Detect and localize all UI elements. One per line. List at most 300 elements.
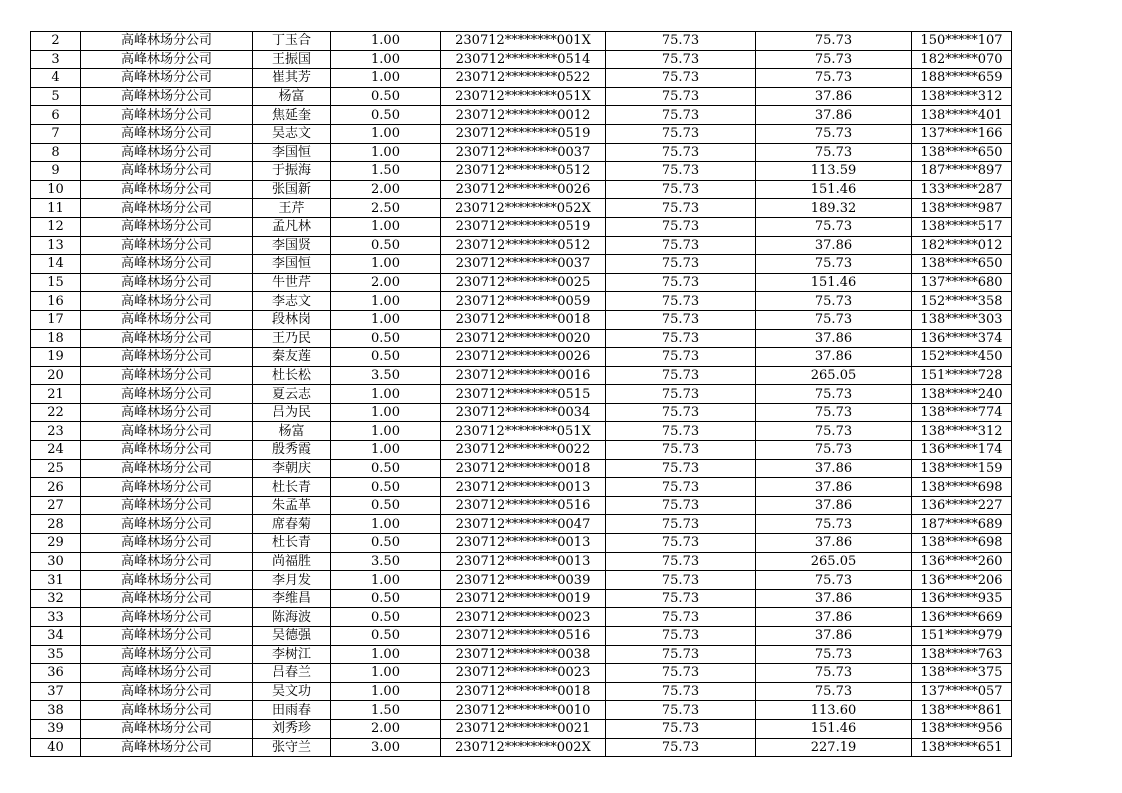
cell-amount: 151.46 <box>756 719 912 738</box>
cell-area: 1.00 <box>331 143 441 162</box>
cell-amount: 75.73 <box>756 32 912 51</box>
cell-phone: 136*****260 <box>912 552 1012 571</box>
table-row <box>31 627 1012 646</box>
cell-rate: 75.73 <box>606 162 756 181</box>
cell-id-number: 230712********0023 <box>441 608 606 627</box>
cell-rate: 75.73 <box>606 273 756 292</box>
cell-rate: 75.73 <box>606 552 756 571</box>
table-row <box>31 124 1012 143</box>
cell-amount: 37.86 <box>756 496 912 515</box>
cell-index: 3 <box>31 50 81 69</box>
cell-company: 高峰林场分公司 <box>81 496 253 515</box>
cell-company: 高峰林场分公司 <box>81 534 253 553</box>
cell-company: 高峰林场分公司 <box>81 441 253 460</box>
cell-name: 杨富 <box>253 87 331 106</box>
cell-area: 1.50 <box>331 701 441 720</box>
cell-id-number: 230712********0034 <box>441 403 606 422</box>
cell-id-number: 230712********0020 <box>441 329 606 348</box>
table-row <box>31 682 1012 701</box>
cell-company: 高峰林场分公司 <box>81 292 253 311</box>
cell-amount: 37.86 <box>756 106 912 125</box>
cell-id-number: 230712********0037 <box>441 255 606 274</box>
cell-id-number: 230712********051X <box>441 422 606 441</box>
cell-company: 高峰林场分公司 <box>81 143 253 162</box>
cell-id-number: 230712********0522 <box>441 69 606 88</box>
cell-index: 2 <box>31 32 81 51</box>
cell-name: 牛世芹 <box>253 273 331 292</box>
cell-area: 1.00 <box>331 385 441 404</box>
cell-area: 1.00 <box>331 292 441 311</box>
cell-name: 殷秀霞 <box>253 441 331 460</box>
cell-company: 高峰林场分公司 <box>81 236 253 255</box>
cell-amount: 151.46 <box>756 180 912 199</box>
cell-index: 23 <box>31 422 81 441</box>
cell-company: 高峰林场分公司 <box>81 422 253 441</box>
cell-company: 高峰林场分公司 <box>81 124 253 143</box>
table-row <box>31 87 1012 106</box>
cell-id-number: 230712********0039 <box>441 571 606 590</box>
table-row <box>31 571 1012 590</box>
cell-amount: 37.86 <box>756 608 912 627</box>
cell-company: 高峰林场分公司 <box>81 348 253 367</box>
cell-phone: 182*****070 <box>912 50 1012 69</box>
cell-amount: 37.86 <box>756 534 912 553</box>
cell-index: 35 <box>31 645 81 664</box>
table-row <box>31 459 1012 478</box>
cell-rate: 75.73 <box>606 534 756 553</box>
cell-phone: 138*****774 <box>912 403 1012 422</box>
cell-rate: 75.73 <box>606 589 756 608</box>
cell-rate: 75.73 <box>606 217 756 236</box>
cell-phone: 133*****287 <box>912 180 1012 199</box>
cell-area: 1.00 <box>331 32 441 51</box>
cell-id-number: 230712********0016 <box>441 366 606 385</box>
cell-id-number: 230712********0038 <box>441 645 606 664</box>
cell-phone: 187*****689 <box>912 515 1012 534</box>
cell-company: 高峰林场分公司 <box>81 50 253 69</box>
cell-name: 刘秀珍 <box>253 719 331 738</box>
cell-rate: 75.73 <box>606 385 756 404</box>
cell-rate: 75.73 <box>606 738 756 757</box>
cell-index: 20 <box>31 366 81 385</box>
cell-index: 14 <box>31 255 81 274</box>
cell-phone: 138*****650 <box>912 143 1012 162</box>
cell-phone: 137*****680 <box>912 273 1012 292</box>
cell-amount: 151.46 <box>756 273 912 292</box>
table-row <box>31 255 1012 274</box>
cell-rate: 75.73 <box>606 180 756 199</box>
table-row <box>31 441 1012 460</box>
cell-company: 高峰林场分公司 <box>81 180 253 199</box>
cell-index: 12 <box>31 217 81 236</box>
cell-company: 高峰林场分公司 <box>81 664 253 683</box>
cell-id-number: 230712********0025 <box>441 273 606 292</box>
cell-area: 1.00 <box>331 124 441 143</box>
cell-phone: 138*****312 <box>912 422 1012 441</box>
cell-company: 高峰林场分公司 <box>81 366 253 385</box>
cell-phone: 138*****987 <box>912 199 1012 218</box>
cell-id-number: 230712********0013 <box>441 478 606 497</box>
cell-index: 40 <box>31 738 81 757</box>
cell-amount: 37.86 <box>756 348 912 367</box>
cell-rate: 75.73 <box>606 515 756 534</box>
cell-rate: 75.73 <box>606 701 756 720</box>
cell-index: 29 <box>31 534 81 553</box>
cell-index: 38 <box>31 701 81 720</box>
data-table <box>30 31 1012 757</box>
cell-phone: 136*****935 <box>912 589 1012 608</box>
cell-amount: 75.73 <box>756 664 912 683</box>
cell-company: 高峰林场分公司 <box>81 385 253 404</box>
cell-company: 高峰林场分公司 <box>81 738 253 757</box>
table-row <box>31 478 1012 497</box>
cell-id-number: 230712********0516 <box>441 627 606 646</box>
cell-area: 1.00 <box>331 403 441 422</box>
cell-name: 吴德强 <box>253 627 331 646</box>
cell-name: 李维昌 <box>253 589 331 608</box>
table-row <box>31 385 1012 404</box>
cell-company: 高峰林场分公司 <box>81 255 253 274</box>
cell-index: 21 <box>31 385 81 404</box>
cell-area: 1.00 <box>331 441 441 460</box>
cell-rate: 75.73 <box>606 69 756 88</box>
cell-name: 陈海波 <box>253 608 331 627</box>
cell-area: 1.00 <box>331 310 441 329</box>
cell-amount: 75.73 <box>756 385 912 404</box>
cell-phone: 138*****763 <box>912 645 1012 664</box>
cell-rate: 75.73 <box>606 32 756 51</box>
cell-amount: 113.59 <box>756 162 912 181</box>
cell-name: 王芹 <box>253 199 331 218</box>
cell-amount: 75.73 <box>756 403 912 422</box>
cell-phone: 151*****728 <box>912 366 1012 385</box>
cell-name: 吕春兰 <box>253 664 331 683</box>
table-row <box>31 273 1012 292</box>
cell-company: 高峰林场分公司 <box>81 459 253 478</box>
cell-amount: 37.86 <box>756 627 912 646</box>
cell-name: 吴文功 <box>253 682 331 701</box>
table-row <box>31 515 1012 534</box>
cell-phone: 136*****206 <box>912 571 1012 590</box>
cell-amount: 75.73 <box>756 682 912 701</box>
cell-company: 高峰林场分公司 <box>81 589 253 608</box>
cell-rate: 75.73 <box>606 143 756 162</box>
cell-rate: 75.73 <box>606 403 756 422</box>
cell-rate: 75.73 <box>606 329 756 348</box>
cell-name: 杨富 <box>253 422 331 441</box>
cell-index: 22 <box>31 403 81 422</box>
cell-id-number: 230712********0514 <box>441 50 606 69</box>
cell-phone: 138*****517 <box>912 217 1012 236</box>
cell-phone: 150*****107 <box>912 32 1012 51</box>
cell-phone: 138*****401 <box>912 106 1012 125</box>
cell-amount: 265.05 <box>756 366 912 385</box>
table-row <box>31 50 1012 69</box>
cell-rate: 75.73 <box>606 441 756 460</box>
cell-id-number: 230712********0018 <box>441 459 606 478</box>
cell-index: 25 <box>31 459 81 478</box>
cell-id-number: 230712********0519 <box>441 217 606 236</box>
table-row <box>31 403 1012 422</box>
cell-area: 1.00 <box>331 422 441 441</box>
cell-index: 24 <box>31 441 81 460</box>
table-row <box>31 366 1012 385</box>
cell-name: 丁玉合 <box>253 32 331 51</box>
cell-area: 1.00 <box>331 50 441 69</box>
cell-area: 1.00 <box>331 682 441 701</box>
cell-amount: 189.32 <box>756 199 912 218</box>
cell-amount: 75.73 <box>756 69 912 88</box>
cell-id-number: 230712********002X <box>441 738 606 757</box>
cell-amount: 113.60 <box>756 701 912 720</box>
cell-rate: 75.73 <box>606 106 756 125</box>
cell-id-number: 230712********0018 <box>441 310 606 329</box>
cell-phone: 136*****227 <box>912 496 1012 515</box>
cell-area: 0.50 <box>331 589 441 608</box>
cell-index: 17 <box>31 310 81 329</box>
cell-area: 2.00 <box>331 180 441 199</box>
cell-id-number: 230712********0059 <box>441 292 606 311</box>
cell-company: 高峰林场分公司 <box>81 682 253 701</box>
table-row <box>31 701 1012 720</box>
table-row <box>31 106 1012 125</box>
cell-phone: 137*****166 <box>912 124 1012 143</box>
cell-amount: 37.86 <box>756 87 912 106</box>
cell-index: 34 <box>31 627 81 646</box>
cell-rate: 75.73 <box>606 719 756 738</box>
table-row <box>31 719 1012 738</box>
table-row <box>31 348 1012 367</box>
cell-area: 1.00 <box>331 69 441 88</box>
cell-area: 1.00 <box>331 664 441 683</box>
cell-name: 李树江 <box>253 645 331 664</box>
cell-id-number: 230712********0012 <box>441 106 606 125</box>
cell-name: 段林岗 <box>253 310 331 329</box>
cell-rate: 75.73 <box>606 348 756 367</box>
cell-area: 3.50 <box>331 552 441 571</box>
cell-rate: 75.73 <box>606 459 756 478</box>
cell-area: 0.50 <box>331 348 441 367</box>
table-body <box>31 32 1012 757</box>
table-row <box>31 236 1012 255</box>
cell-area: 0.50 <box>331 106 441 125</box>
table-row <box>31 552 1012 571</box>
cell-area: 0.50 <box>331 236 441 255</box>
cell-phone: 138*****956 <box>912 719 1012 738</box>
cell-area: 0.50 <box>331 627 441 646</box>
cell-company: 高峰林场分公司 <box>81 552 253 571</box>
cell-index: 37 <box>31 682 81 701</box>
cell-name: 田雨春 <box>253 701 331 720</box>
cell-company: 高峰林场分公司 <box>81 627 253 646</box>
cell-amount: 75.73 <box>756 124 912 143</box>
cell-company: 高峰林场分公司 <box>81 478 253 497</box>
cell-index: 11 <box>31 199 81 218</box>
cell-rate: 75.73 <box>606 571 756 590</box>
table-row <box>31 292 1012 311</box>
cell-rate: 75.73 <box>606 50 756 69</box>
cell-amount: 75.73 <box>756 571 912 590</box>
cell-id-number: 230712********0519 <box>441 124 606 143</box>
cell-id-number: 230712********0512 <box>441 162 606 181</box>
cell-amount: 75.73 <box>756 255 912 274</box>
cell-index: 28 <box>31 515 81 534</box>
cell-name: 吴志文 <box>253 124 331 143</box>
table-row <box>31 180 1012 199</box>
cell-index: 33 <box>31 608 81 627</box>
cell-phone: 136*****669 <box>912 608 1012 627</box>
cell-company: 高峰林场分公司 <box>81 645 253 664</box>
cell-amount: 75.73 <box>756 217 912 236</box>
table-row <box>31 534 1012 553</box>
table-row <box>31 162 1012 181</box>
cell-amount: 75.73 <box>756 515 912 534</box>
table-row <box>31 422 1012 441</box>
cell-area: 0.50 <box>331 534 441 553</box>
cell-id-number: 230712********051X <box>441 87 606 106</box>
cell-company: 高峰林场分公司 <box>81 608 253 627</box>
cell-company: 高峰林场分公司 <box>81 273 253 292</box>
cell-rate: 75.73 <box>606 366 756 385</box>
cell-index: 36 <box>31 664 81 683</box>
cell-phone: 136*****174 <box>912 441 1012 460</box>
cell-area: 1.00 <box>331 571 441 590</box>
cell-name: 崔其芳 <box>253 69 331 88</box>
cell-index: 10 <box>31 180 81 199</box>
cell-amount: 75.73 <box>756 50 912 69</box>
cell-index: 6 <box>31 106 81 125</box>
cell-index: 30 <box>31 552 81 571</box>
cell-name: 吕为民 <box>253 403 331 422</box>
cell-company: 高峰林场分公司 <box>81 69 253 88</box>
cell-area: 1.50 <box>331 162 441 181</box>
cell-area: 0.50 <box>331 459 441 478</box>
table-row <box>31 217 1012 236</box>
cell-rate: 75.73 <box>606 496 756 515</box>
cell-id-number: 230712********052X <box>441 199 606 218</box>
cell-phone: 138*****240 <box>912 385 1012 404</box>
cell-area: 1.00 <box>331 255 441 274</box>
cell-phone: 187*****897 <box>912 162 1012 181</box>
cell-area: 1.00 <box>331 515 441 534</box>
cell-area: 0.50 <box>331 496 441 515</box>
cell-rate: 75.73 <box>606 292 756 311</box>
cell-phone: 138*****159 <box>912 459 1012 478</box>
cell-phone: 188*****659 <box>912 69 1012 88</box>
cell-area: 0.50 <box>331 608 441 627</box>
table-row <box>31 329 1012 348</box>
cell-index: 19 <box>31 348 81 367</box>
table-row <box>31 32 1012 51</box>
cell-id-number: 230712********001X <box>441 32 606 51</box>
cell-name: 席春菊 <box>253 515 331 534</box>
cell-name: 杜长松 <box>253 366 331 385</box>
cell-id-number: 230712********0047 <box>441 515 606 534</box>
cell-rate: 75.73 <box>606 608 756 627</box>
cell-rate: 75.73 <box>606 664 756 683</box>
cell-rate: 75.73 <box>606 310 756 329</box>
cell-area: 2.00 <box>331 719 441 738</box>
cell-index: 39 <box>31 719 81 738</box>
cell-rate: 75.73 <box>606 255 756 274</box>
cell-id-number: 230712********0021 <box>441 719 606 738</box>
cell-company: 高峰林场分公司 <box>81 162 253 181</box>
cell-phone: 138*****303 <box>912 310 1012 329</box>
cell-company: 高峰林场分公司 <box>81 106 253 125</box>
cell-rate: 75.73 <box>606 124 756 143</box>
cell-id-number: 230712********0037 <box>441 143 606 162</box>
cell-area: 1.00 <box>331 645 441 664</box>
cell-rate: 75.73 <box>606 199 756 218</box>
cell-phone: 138*****375 <box>912 664 1012 683</box>
cell-phone: 138*****312 <box>912 87 1012 106</box>
cell-company: 高峰林场分公司 <box>81 329 253 348</box>
cell-phone: 182*****012 <box>912 236 1012 255</box>
cell-company: 高峰林场分公司 <box>81 701 253 720</box>
table-row <box>31 143 1012 162</box>
cell-index: 27 <box>31 496 81 515</box>
cell-amount: 75.73 <box>756 645 912 664</box>
cell-phone: 137*****057 <box>912 682 1012 701</box>
cell-name: 于振海 <box>253 162 331 181</box>
cell-name: 王振国 <box>253 50 331 69</box>
cell-id-number: 230712********0018 <box>441 682 606 701</box>
cell-index: 5 <box>31 87 81 106</box>
cell-area: 0.50 <box>331 87 441 106</box>
cell-amount: 265.05 <box>756 552 912 571</box>
cell-name: 秦友莲 <box>253 348 331 367</box>
cell-id-number: 230712********0022 <box>441 441 606 460</box>
cell-id-number: 230712********0026 <box>441 180 606 199</box>
cell-amount: 75.73 <box>756 441 912 460</box>
cell-index: 32 <box>31 589 81 608</box>
cell-id-number: 230712********0013 <box>441 534 606 553</box>
cell-amount: 75.73 <box>756 422 912 441</box>
cell-name: 夏云志 <box>253 385 331 404</box>
table-row <box>31 496 1012 515</box>
cell-rate: 75.73 <box>606 478 756 497</box>
table-row <box>31 645 1012 664</box>
cell-name: 张国新 <box>253 180 331 199</box>
cell-id-number: 230712********0516 <box>441 496 606 515</box>
cell-index: 8 <box>31 143 81 162</box>
cell-id-number: 230712********0013 <box>441 552 606 571</box>
cell-company: 高峰林场分公司 <box>81 32 253 51</box>
cell-area: 0.50 <box>331 478 441 497</box>
cell-phone: 151*****979 <box>912 627 1012 646</box>
cell-phone: 138*****861 <box>912 701 1012 720</box>
cell-amount: 37.86 <box>756 236 912 255</box>
cell-company: 高峰林场分公司 <box>81 515 253 534</box>
table-row <box>31 589 1012 608</box>
cell-amount: 75.73 <box>756 292 912 311</box>
cell-rate: 75.73 <box>606 682 756 701</box>
table-row <box>31 608 1012 627</box>
cell-index: 9 <box>31 162 81 181</box>
cell-amount: 37.86 <box>756 589 912 608</box>
cell-amount: 75.73 <box>756 143 912 162</box>
table-row <box>31 664 1012 683</box>
cell-phone: 138*****650 <box>912 255 1012 274</box>
cell-phone: 152*****358 <box>912 292 1012 311</box>
cell-area: 1.00 <box>331 217 441 236</box>
cell-rate: 75.73 <box>606 87 756 106</box>
cell-id-number: 230712********0512 <box>441 236 606 255</box>
cell-area: 3.50 <box>331 366 441 385</box>
cell-id-number: 230712********0019 <box>441 589 606 608</box>
cell-area: 3.00 <box>331 738 441 757</box>
cell-index: 26 <box>31 478 81 497</box>
